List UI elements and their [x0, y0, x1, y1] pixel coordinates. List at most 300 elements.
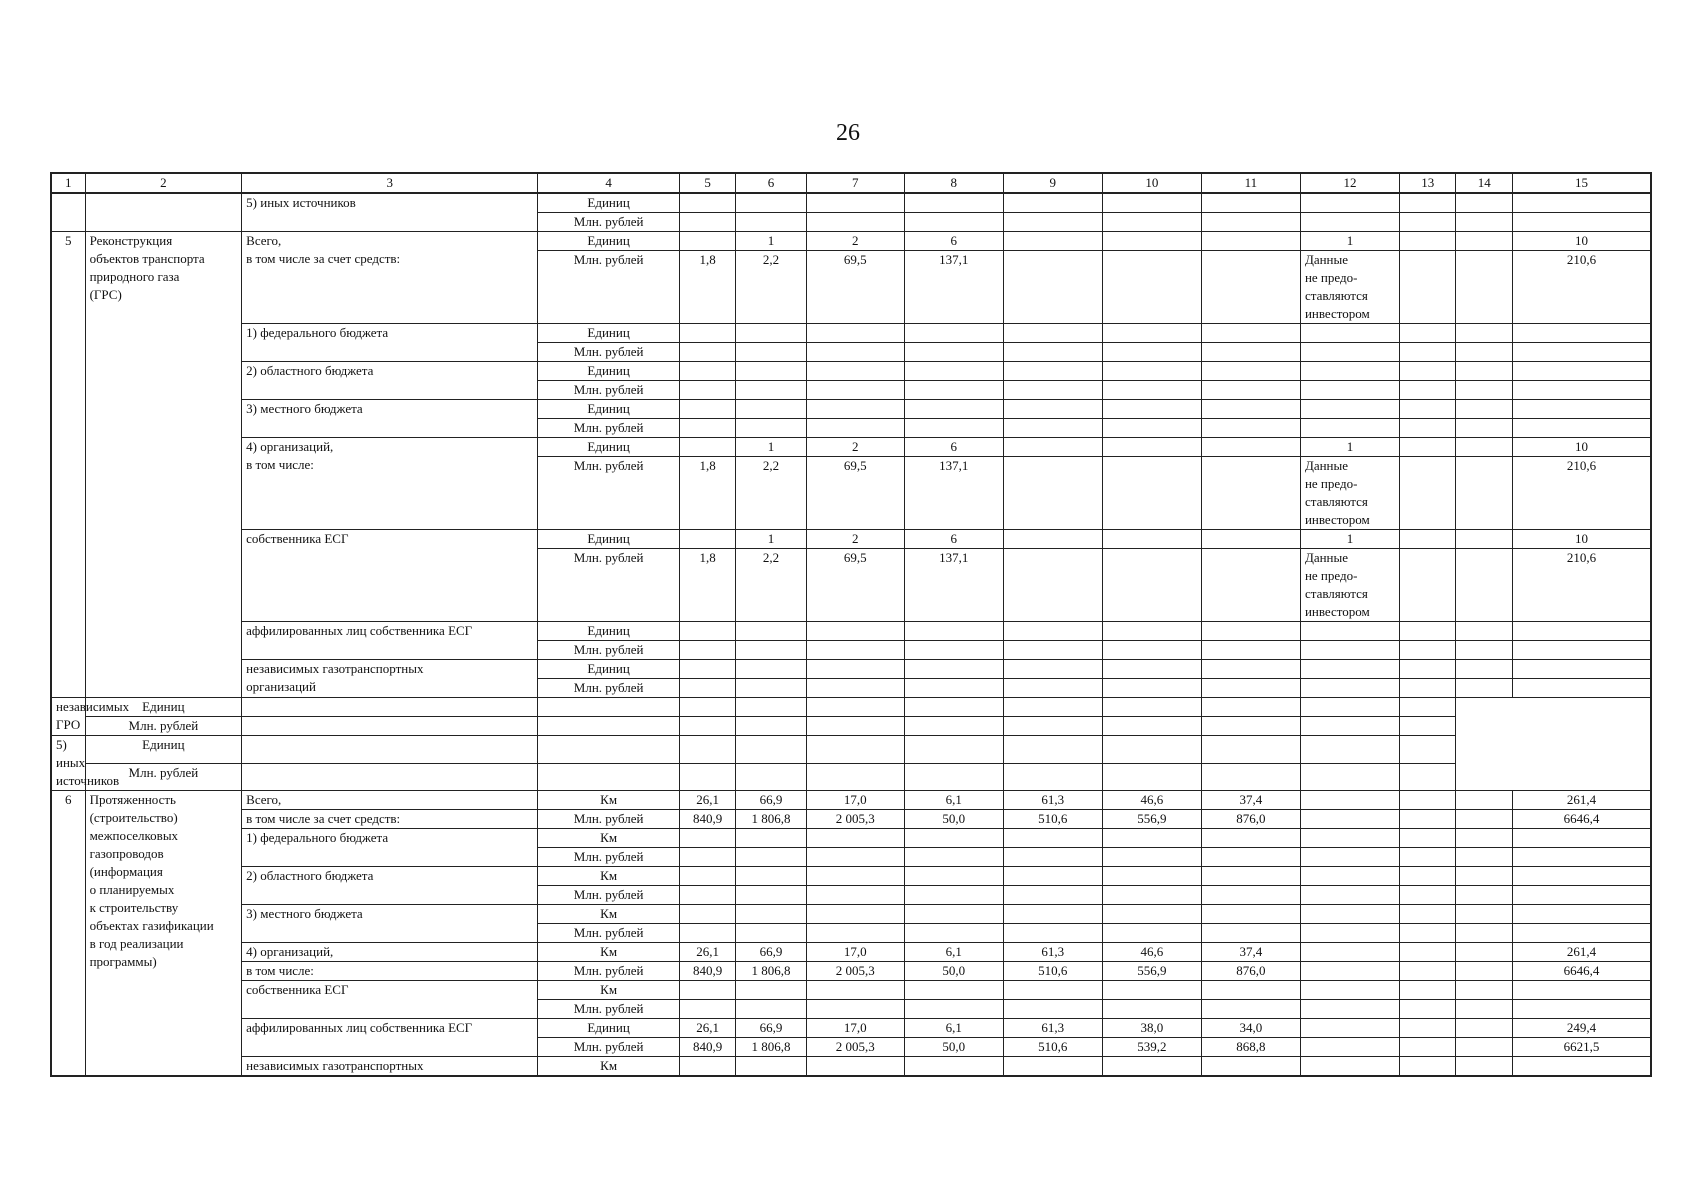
- value-cell: 1: [736, 232, 806, 251]
- value-cell: [1003, 457, 1102, 530]
- value-cell: [1300, 343, 1399, 362]
- value-cell: [1456, 981, 1512, 1000]
- value-cell: 17,0: [806, 791, 904, 810]
- value-cell: [1456, 810, 1512, 829]
- value-cell: [1300, 924, 1399, 943]
- value-cell: [1400, 193, 1456, 213]
- unit-cell: Млн. рублей: [538, 419, 680, 438]
- value-cell: [736, 213, 806, 232]
- header-cell: 1: [51, 173, 85, 193]
- unit-cell: Единиц: [538, 530, 680, 549]
- value-cell: [1201, 213, 1300, 232]
- value-cell: [1201, 251, 1300, 324]
- value-cell: [736, 679, 806, 698]
- value-cell: [806, 717, 904, 736]
- value-cell: [1102, 981, 1201, 1000]
- value-cell: [736, 924, 806, 943]
- value-cell: [1003, 530, 1102, 549]
- value-cell: [1003, 1000, 1102, 1019]
- value-cell: [1201, 622, 1300, 641]
- value-cell: [679, 232, 735, 251]
- value-cell: 1: [1300, 438, 1399, 457]
- value-cell: [1456, 641, 1512, 660]
- value-cell: [736, 193, 806, 213]
- value-cell: 69,5: [806, 457, 904, 530]
- value-cell: [1400, 867, 1456, 886]
- header-cell: 2: [85, 173, 242, 193]
- value-cell: [1300, 1038, 1399, 1057]
- value-cell: [1300, 660, 1399, 679]
- value-cell: [1400, 232, 1456, 251]
- unit-cell: Млн. рублей: [538, 251, 680, 324]
- table-row: [51, 324, 1651, 343]
- value-cell: [904, 905, 1003, 924]
- row-label: в том числе:: [242, 962, 538, 981]
- unit-cell: Млн. рублей: [538, 549, 680, 622]
- value-cell: 26,1: [679, 1019, 735, 1038]
- table-row: [51, 829, 1651, 848]
- row-index: [51, 193, 85, 232]
- value-cell: [1102, 530, 1201, 549]
- value-cell: [1102, 549, 1201, 622]
- unit-cell: Млн. рублей: [538, 1038, 680, 1057]
- value-cell: [679, 924, 735, 943]
- value-cell: 26,1: [679, 943, 735, 962]
- unit-cell: Км: [538, 829, 680, 848]
- value-cell: [1201, 924, 1300, 943]
- value-cell: [1102, 251, 1201, 324]
- value-cell: [1300, 905, 1399, 924]
- value-cell: [1102, 698, 1201, 717]
- value-cell: [806, 1057, 904, 1077]
- value-cell: [1456, 1000, 1512, 1019]
- value-cell: [679, 905, 735, 924]
- value-cell: 539,2: [1102, 1038, 1201, 1057]
- header-cell: 13: [1400, 173, 1456, 193]
- value-cell: 50,0: [904, 962, 1003, 981]
- value-cell: [1300, 981, 1399, 1000]
- value-cell: [1300, 698, 1399, 717]
- value-cell: 261,4: [1512, 791, 1651, 810]
- value-cell: [679, 886, 735, 905]
- row-label: 2) областного бюджета: [242, 867, 538, 905]
- value-cell: [679, 717, 735, 736]
- value-cell: [1400, 717, 1456, 736]
- value-cell: [1003, 763, 1102, 791]
- note-cell: Данные не предо- ставляются инвестором: [1300, 251, 1399, 324]
- value-cell: 1: [1300, 530, 1399, 549]
- row-label: 4) организаций, в том числе:: [242, 438, 538, 530]
- table-row: [51, 232, 1651, 251]
- value-cell: [679, 679, 735, 698]
- table-row: [51, 193, 1651, 213]
- header-cell: 15: [1512, 173, 1651, 193]
- value-cell: [1400, 381, 1456, 400]
- investment-table: [50, 172, 1652, 1077]
- row-label: Всего,: [242, 791, 538, 810]
- value-cell: [1400, 549, 1456, 622]
- value-cell: [679, 362, 735, 381]
- value-cell: [1300, 829, 1399, 848]
- value-cell: [904, 381, 1003, 400]
- row-label: независимых ГРО: [51, 698, 85, 736]
- value-cell: [736, 981, 806, 1000]
- value-cell: [1456, 886, 1512, 905]
- value-cell: [1003, 232, 1102, 251]
- value-cell: 2: [806, 530, 904, 549]
- value-cell: [1456, 905, 1512, 924]
- value-cell: [1400, 829, 1456, 848]
- value-cell: [1102, 232, 1201, 251]
- value-cell: 210,6: [1512, 251, 1651, 324]
- value-cell: [1102, 829, 1201, 848]
- row-label: 1) федерального бюджета: [242, 324, 538, 362]
- value-cell: [1512, 981, 1651, 1000]
- value-cell: [904, 343, 1003, 362]
- value-cell: [736, 829, 806, 848]
- value-cell: [1400, 362, 1456, 381]
- value-cell: [1201, 660, 1300, 679]
- value-cell: [1201, 343, 1300, 362]
- value-cell: [1512, 886, 1651, 905]
- value-cell: [1102, 736, 1201, 764]
- value-cell: [1300, 717, 1399, 736]
- table-row: [51, 810, 1651, 829]
- unit-cell: Млн. рублей: [538, 381, 680, 400]
- value-cell: [1400, 810, 1456, 829]
- value-cell: [806, 343, 904, 362]
- row-label: независимых газотранспортных организаций: [242, 660, 538, 698]
- value-cell: [1201, 232, 1300, 251]
- value-cell: [1102, 193, 1201, 213]
- value-cell: 1,8: [679, 549, 735, 622]
- value-cell: [1003, 419, 1102, 438]
- unit-cell: Км: [538, 943, 680, 962]
- value-cell: 840,9: [679, 810, 735, 829]
- value-cell: [1201, 763, 1300, 791]
- value-cell: [1300, 622, 1399, 641]
- value-cell: [1400, 324, 1456, 343]
- value-cell: [1102, 343, 1201, 362]
- value-cell: 61,3: [1003, 791, 1102, 810]
- value-cell: [1400, 763, 1456, 791]
- value-cell: 17,0: [806, 1019, 904, 1038]
- value-cell: [806, 419, 904, 438]
- value-cell: 61,3: [1003, 943, 1102, 962]
- value-cell: [1300, 213, 1399, 232]
- value-cell: [736, 381, 806, 400]
- value-cell: [679, 660, 735, 679]
- value-cell: [1003, 400, 1102, 419]
- value-cell: [736, 1000, 806, 1019]
- value-cell: [1300, 1019, 1399, 1038]
- unit-cell: Единиц: [538, 1019, 680, 1038]
- value-cell: [1003, 848, 1102, 867]
- value-cell: 6: [904, 530, 1003, 549]
- value-cell: [904, 981, 1003, 1000]
- value-cell: [1102, 679, 1201, 698]
- value-cell: [1102, 362, 1201, 381]
- row-index: 6: [51, 791, 85, 1077]
- value-cell: [1300, 867, 1399, 886]
- row-label: аффилированных лиц собственника ЕСГ: [242, 1019, 538, 1057]
- value-cell: [1400, 1000, 1456, 1019]
- value-cell: [1201, 438, 1300, 457]
- value-cell: 10: [1512, 530, 1651, 549]
- value-cell: [1003, 660, 1102, 679]
- value-cell: [1400, 791, 1456, 810]
- value-cell: [1300, 400, 1399, 419]
- value-cell: [806, 736, 904, 764]
- value-cell: [806, 763, 904, 791]
- page-number: 26: [836, 120, 860, 146]
- value-cell: [1456, 251, 1512, 324]
- value-cell: [1400, 622, 1456, 641]
- table-row: [51, 400, 1651, 419]
- value-cell: [736, 660, 806, 679]
- unit-cell: Млн. рублей: [538, 457, 680, 530]
- value-cell: [679, 530, 735, 549]
- value-cell: 6646,4: [1512, 810, 1651, 829]
- value-cell: 66,9: [736, 791, 806, 810]
- header-cell: 12: [1300, 173, 1399, 193]
- value-cell: [1003, 829, 1102, 848]
- value-cell: [806, 886, 904, 905]
- row-name: Реконструкция объектов транспорта природного газа (ГРС): [85, 232, 242, 698]
- value-cell: [538, 717, 680, 736]
- value-cell: [1300, 362, 1399, 381]
- value-cell: 2,2: [736, 251, 806, 324]
- header-row: [51, 173, 1651, 193]
- value-cell: [736, 717, 806, 736]
- value-cell: [806, 324, 904, 343]
- value-cell: [806, 981, 904, 1000]
- value-cell: [1201, 736, 1300, 764]
- value-cell: 46,6: [1102, 943, 1201, 962]
- value-cell: [1102, 641, 1201, 660]
- value-cell: 840,9: [679, 1038, 735, 1057]
- value-cell: [1400, 698, 1456, 717]
- value-cell: 69,5: [806, 549, 904, 622]
- value-cell: [1003, 362, 1102, 381]
- value-cell: 1 806,8: [736, 810, 806, 829]
- value-cell: [736, 400, 806, 419]
- value-cell: 137,1: [904, 457, 1003, 530]
- value-cell: [242, 717, 538, 736]
- unit-cell: Единиц: [538, 193, 680, 213]
- unit-cell: Млн. рублей: [538, 962, 680, 981]
- value-cell: [736, 362, 806, 381]
- value-cell: [1201, 457, 1300, 530]
- value-cell: [806, 381, 904, 400]
- value-cell: [1400, 438, 1456, 457]
- note-cell: Данные не предо- ставляются инвестором: [1300, 457, 1399, 530]
- value-cell: 137,1: [904, 251, 1003, 324]
- value-cell: [1400, 1019, 1456, 1038]
- table-row: [51, 530, 1651, 549]
- value-cell: 1,8: [679, 251, 735, 324]
- value-cell: [1512, 660, 1651, 679]
- unit-cell: Км: [538, 981, 680, 1000]
- unit-cell: Единиц: [538, 660, 680, 679]
- unit-cell: Км: [538, 1057, 680, 1077]
- value-cell: 6646,4: [1512, 962, 1651, 981]
- value-cell: [736, 886, 806, 905]
- unit-cell: Единиц: [538, 362, 680, 381]
- value-cell: [1400, 457, 1456, 530]
- unit-cell: Единиц: [538, 438, 680, 457]
- header-cell: 7: [806, 173, 904, 193]
- value-cell: [1300, 810, 1399, 829]
- value-cell: [904, 419, 1003, 438]
- unit-cell: Млн. рублей: [538, 810, 680, 829]
- table-row: [51, 867, 1651, 886]
- value-cell: [1201, 400, 1300, 419]
- value-cell: [679, 981, 735, 1000]
- value-cell: [1456, 549, 1512, 622]
- unit-cell: Млн. рублей: [538, 1000, 680, 1019]
- value-cell: [1003, 549, 1102, 622]
- value-cell: [1003, 251, 1102, 324]
- value-cell: [736, 736, 806, 764]
- value-cell: [1003, 438, 1102, 457]
- header-cell: 14: [1456, 173, 1512, 193]
- value-cell: [1102, 717, 1201, 736]
- value-cell: [904, 679, 1003, 698]
- value-cell: [1400, 1057, 1456, 1077]
- value-cell: [1102, 886, 1201, 905]
- value-cell: 1,8: [679, 457, 735, 530]
- unit-cell: Единиц: [538, 232, 680, 251]
- value-cell: [1456, 213, 1512, 232]
- value-cell: [1400, 848, 1456, 867]
- value-cell: 1: [736, 530, 806, 549]
- unit-cell: Км: [538, 867, 680, 886]
- value-cell: [242, 736, 538, 764]
- value-cell: [904, 763, 1003, 791]
- value-cell: [679, 381, 735, 400]
- value-cell: [1512, 924, 1651, 943]
- value-cell: [1201, 698, 1300, 717]
- header-cell: 8: [904, 173, 1003, 193]
- value-cell: [904, 213, 1003, 232]
- value-cell: [806, 829, 904, 848]
- value-cell: [1003, 905, 1102, 924]
- value-cell: 556,9: [1102, 962, 1201, 981]
- value-cell: [1102, 1000, 1201, 1019]
- value-cell: [679, 343, 735, 362]
- value-cell: [904, 736, 1003, 764]
- value-cell: [904, 400, 1003, 419]
- value-cell: [1400, 251, 1456, 324]
- row-label: собственника ЕСГ: [242, 981, 538, 1019]
- table-row: [51, 905, 1651, 924]
- value-cell: [1512, 193, 1651, 213]
- value-cell: 10: [1512, 232, 1651, 251]
- row-label: аффилированных лиц собственника ЕСГ: [242, 622, 538, 660]
- value-cell: 38,0: [1102, 1019, 1201, 1038]
- value-cell: 6: [904, 438, 1003, 457]
- row-label: собственника ЕСГ: [242, 530, 538, 622]
- value-cell: [1400, 924, 1456, 943]
- value-cell: [806, 362, 904, 381]
- value-cell: [904, 848, 1003, 867]
- value-cell: [1456, 232, 1512, 251]
- header-cell: 6: [736, 173, 806, 193]
- value-cell: [806, 193, 904, 213]
- value-cell: [1201, 419, 1300, 438]
- value-cell: [1456, 362, 1512, 381]
- value-cell: [1512, 867, 1651, 886]
- value-cell: [1456, 324, 1512, 343]
- value-cell: [1102, 622, 1201, 641]
- table-row: [51, 943, 1651, 962]
- value-cell: [1300, 848, 1399, 867]
- value-cell: [1003, 679, 1102, 698]
- value-cell: [1003, 924, 1102, 943]
- value-cell: [679, 324, 735, 343]
- value-cell: 510,6: [1003, 962, 1102, 981]
- value-cell: [1201, 848, 1300, 867]
- value-cell: [679, 1057, 735, 1077]
- value-cell: [1300, 962, 1399, 981]
- value-cell: 6621,5: [1512, 1038, 1651, 1057]
- value-cell: [538, 736, 680, 764]
- value-cell: 1: [1300, 232, 1399, 251]
- value-cell: [806, 698, 904, 717]
- value-cell: [1400, 905, 1456, 924]
- value-cell: [1003, 193, 1102, 213]
- value-cell: [1201, 679, 1300, 698]
- value-cell: [1201, 886, 1300, 905]
- value-cell: [1201, 641, 1300, 660]
- header-cell: 9: [1003, 173, 1102, 193]
- value-cell: 2,2: [736, 549, 806, 622]
- value-cell: [1300, 736, 1399, 764]
- value-cell: [1003, 981, 1102, 1000]
- table-row: [51, 698, 1651, 717]
- value-cell: [1201, 905, 1300, 924]
- table-row: [51, 791, 1651, 810]
- value-cell: [1300, 679, 1399, 698]
- value-cell: [806, 1000, 904, 1019]
- value-cell: [1003, 381, 1102, 400]
- table-row: [51, 717, 1651, 736]
- row-label: в том числе за счет средств:: [242, 810, 538, 829]
- value-cell: [1201, 549, 1300, 622]
- value-cell: [1456, 943, 1512, 962]
- value-cell: [1102, 924, 1201, 943]
- value-cell: [1201, 717, 1300, 736]
- value-cell: [1456, 1019, 1512, 1038]
- table-row: [51, 736, 1651, 764]
- value-cell: 876,0: [1201, 810, 1300, 829]
- value-cell: 69,5: [806, 251, 904, 324]
- value-cell: [1512, 679, 1651, 698]
- value-cell: [1400, 1038, 1456, 1057]
- value-cell: 34,0: [1201, 1019, 1300, 1038]
- value-cell: [1201, 1057, 1300, 1077]
- value-cell: [1300, 419, 1399, 438]
- table-row: [51, 1057, 1651, 1077]
- value-cell: [1102, 213, 1201, 232]
- value-cell: [1102, 457, 1201, 530]
- value-cell: [1512, 343, 1651, 362]
- value-cell: 1 806,8: [736, 1038, 806, 1057]
- value-cell: [679, 1000, 735, 1019]
- value-cell: [806, 867, 904, 886]
- value-cell: [736, 343, 806, 362]
